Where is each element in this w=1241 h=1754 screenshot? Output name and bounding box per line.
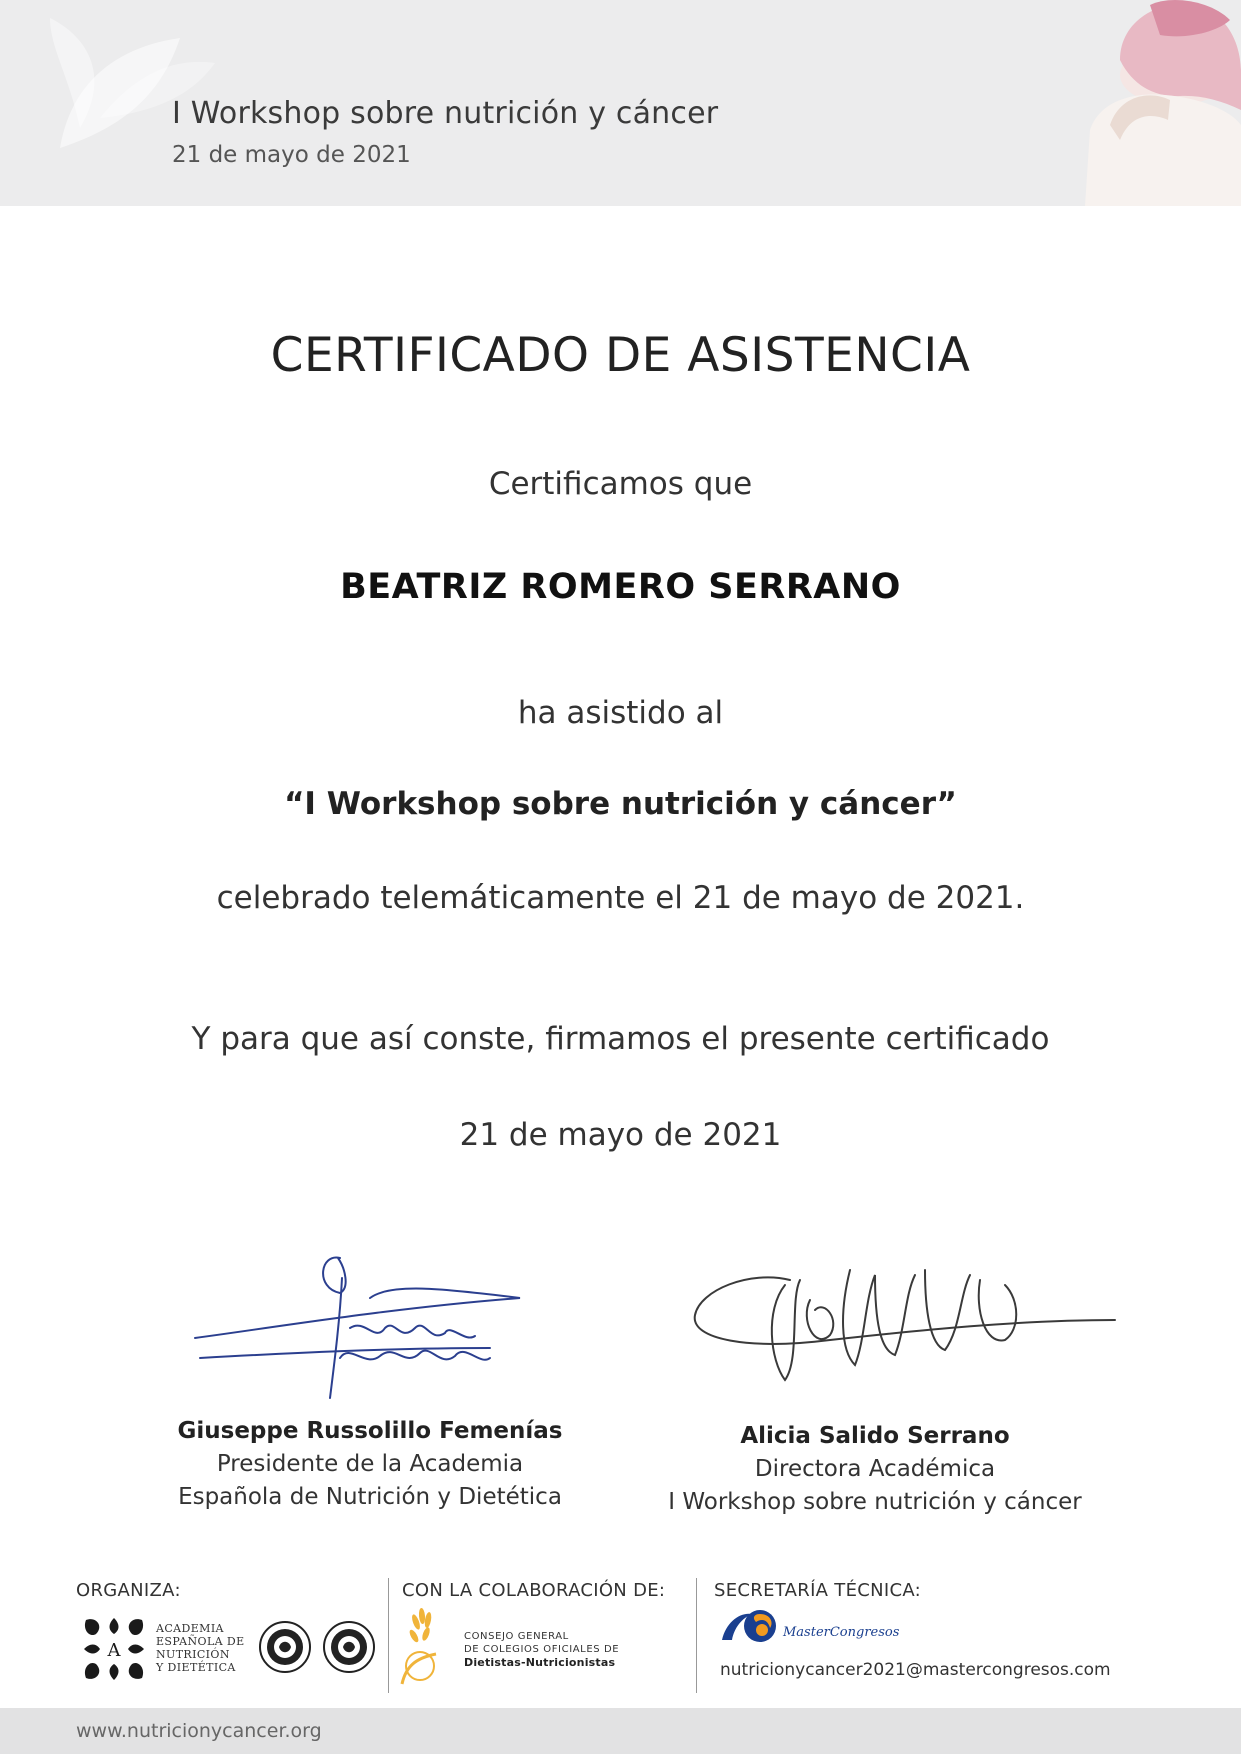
divider <box>696 1578 697 1693</box>
signatory-2-org: I Workshop sobre nutrición y cáncer <box>668 1489 1082 1515</box>
signature-russolillo <box>190 1248 570 1408</box>
header-event-title: I Workshop sobre nutrición y cáncer <box>172 96 719 131</box>
secretaria-label: SECRETARÍA TÉCNICA: <box>714 1580 922 1601</box>
signatory-1-org: Española de Nutrición y Dietética <box>178 1484 562 1510</box>
consejo-line: DE COLEGIOS OFICIALES DE <box>464 1644 620 1655</box>
closing-text: Y para que así conste, firmamos el presente certificado <box>191 1021 1050 1057</box>
header-band <box>0 0 1241 206</box>
mastercongresos-logo-icon <box>718 1606 780 1646</box>
aend-line: ESPAÑOLA DE <box>156 1635 245 1648</box>
aend-logo-icon <box>82 1616 146 1682</box>
signatory-1-role: Presidente de la Academia <box>216 1451 524 1477</box>
signature-salido <box>690 1240 1120 1400</box>
website-url[interactable]: www.nutricionycancer.org <box>76 1720 322 1742</box>
signatory-2 <box>660 1423 1090 1515</box>
divider <box>388 1578 389 1693</box>
header-event-date: 21 de mayo de 2021 <box>172 142 411 168</box>
consejo-line: CONSEJO GENERAL <box>464 1631 569 1642</box>
colaboracion-label: CON LA COLABORACIÓN DE: <box>402 1580 666 1601</box>
aend-line: NUTRICIÓN <box>156 1648 230 1661</box>
consejo-logo-text <box>464 1630 619 1670</box>
aend-line: Y DIETÉTICA <box>156 1661 236 1674</box>
organiza-label: ORGANIZA: <box>76 1580 181 1601</box>
attended-text: ha asistido al <box>517 695 724 731</box>
event-name: “I Workshop sobre nutrición y cáncer” <box>284 786 957 822</box>
consejo-line-bold: Dietistas-Nutricionistas <box>464 1656 616 1669</box>
wheat-icon <box>396 1606 458 1690</box>
attendee-name: BEATRIZ ROMERO SERRANO <box>340 567 901 607</box>
mastercongresos-name: MasterCongresos <box>783 1625 900 1640</box>
certificate-title: CERTIFICADO DE ASISTENCIA <box>270 328 971 383</box>
leaf-watermark-icon <box>40 8 220 158</box>
certificate-date: 21 de mayo de 2021 <box>459 1117 782 1153</box>
aend-line: ACADEMIA <box>156 1622 224 1635</box>
seal-icon <box>258 1620 312 1674</box>
svg-text:A: A <box>107 1640 121 1661</box>
contact-email[interactable]: nutricionycancer2021@mastercongresos.com <box>720 1660 1111 1680</box>
certificate-intro: Certificamos que <box>488 466 753 502</box>
signatory-1 <box>170 1418 570 1510</box>
held-text: celebrado telemáticamente el 21 de mayo de 2021. <box>216 880 1025 916</box>
aend-logo-text <box>156 1622 245 1674</box>
patient-photo <box>1080 0 1241 206</box>
signatory-2-role: Directora Académica <box>754 1456 996 1482</box>
signatory-1-name: Giuseppe Russolillo Femenías <box>177 1418 563 1444</box>
signatory-2-name: Alicia Salido Serrano <box>740 1423 1010 1449</box>
consejo-line <box>464 1656 619 1670</box>
seal-icon <box>322 1620 376 1674</box>
